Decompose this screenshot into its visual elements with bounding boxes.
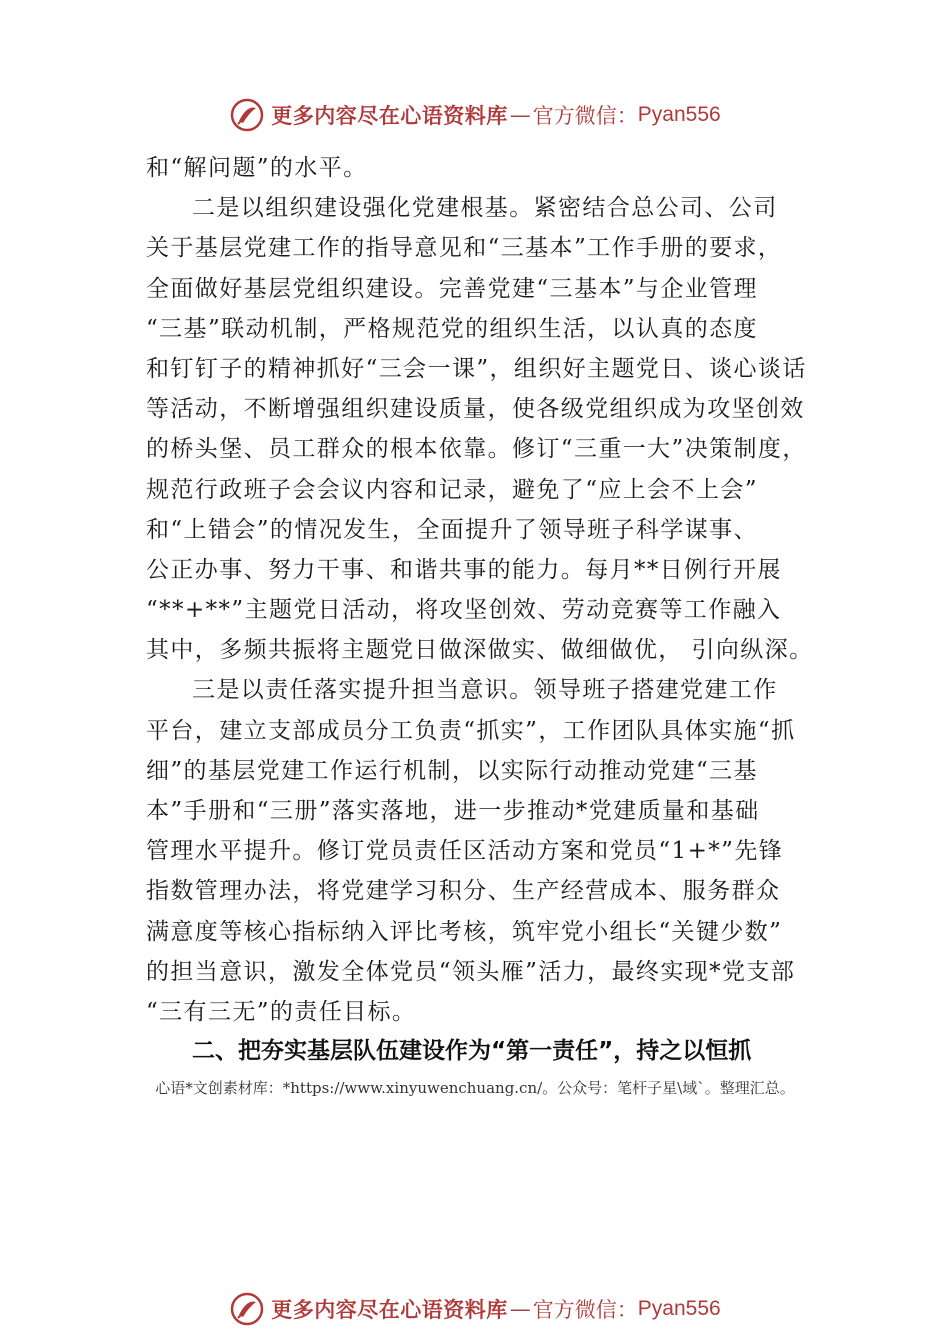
banner-slogan: 更多内容尽在心语资料库 [271,1298,508,1322]
banner-wechat-id: Pyan556 [637,1297,721,1320]
text-line: 规范行政班子会会议内容和记录，避免了“应上会不上会” [146,476,758,503]
text-line: 和“上错会”的情况发生，全面提升了领导班子科学谋事、 [146,516,758,543]
banner-separator: — [509,103,531,127]
text-line: 和钉钉子的精神抓好“三会一课”，组织好主题党日、谈心谈话 [146,355,807,382]
text-line: 关于基层党建工作的指导意见和“三基本”工作手册的要求， [146,235,783,262]
text-line: 和“解问题”的水平。 [146,155,368,181]
text-line: 平台，建立支部成员分工负责“抓实”，工作团队具体实施“抓 [146,717,796,744]
text-line: 管理水平提升。修订党员责任区活动方案和党员“1+*”先锋 [146,838,784,865]
banner-wechat-id: Pyan556 [637,103,721,126]
banner-wechat-label: 官方微信： [532,104,638,128]
source-note: 心语*文创素材库：*https://www.xinyuwenchuang.cn/。公众号：笔杆子星\域`。整理汇总。 [155,1079,795,1097]
logo-icon [229,1291,265,1327]
text-line: 满意度等核心指标纳入评比考核，筑牢党小组长“关键少数” [146,918,783,945]
text-line: “**+**”主题党日活动，将攻坚创效、劳动竞赛等工作融入 [146,597,782,624]
text-line: “三有三无”的责任目标。 [146,998,417,1025]
text-line: “三基”联动机制，严格规范党的组织生活，以认真的态度 [146,315,758,342]
logo-icon [229,97,265,133]
paragraph-start: 三是以责任落实提升担当意识。领导班子搭建党建工作 [192,677,778,704]
text-line: 全面做好基层党组织建设。完善党建“三基本”与企业管理 [146,275,758,302]
document-body [146,148,836,1032]
text-line: 的桥头堡、员工群众的根本依靠。修订“三重一大”决策制度， [146,436,807,463]
text-line: 本”手册和“三册”落实落地，进一步推动*党建质量和基础 [146,798,760,824]
banner-separator: — [509,1297,531,1321]
text-line: 指数管理办法，将党建学习积分、生产经营成本、服务群众 [146,878,781,905]
top-banner [0,93,950,137]
banner-slogan: 更多内容尽在心语资料库 [271,104,508,128]
banner-wechat-label: 官方微信： [532,1298,638,1322]
text-line: 等活动，不断增强组织建设质量，使各级党组织成为攻坚创效 [146,396,805,423]
text-line: 公正办事、努力干事、和谐共事的能力。每月**日例行开展 [146,556,782,583]
text-line: 其中，多频共振将主题党日做深做实、做细做优， 引向纵深。 [146,637,814,664]
paragraph-start: 二是以组织建设强化党建根基。紧密结合总公司、公司 [192,195,778,222]
text-line: 细”的基层党建工作运行机制，以实际行动推动党建“三基 [146,757,758,784]
text-line: 的担当意识，激发全体党员“领头雁”活力，最终实现*党支部 [146,958,796,985]
bottom-banner [0,1287,950,1331]
section-heading: 二、把夯实基层队伍建设作为“第一责任”，持之以恒抓 [192,1038,752,1064]
